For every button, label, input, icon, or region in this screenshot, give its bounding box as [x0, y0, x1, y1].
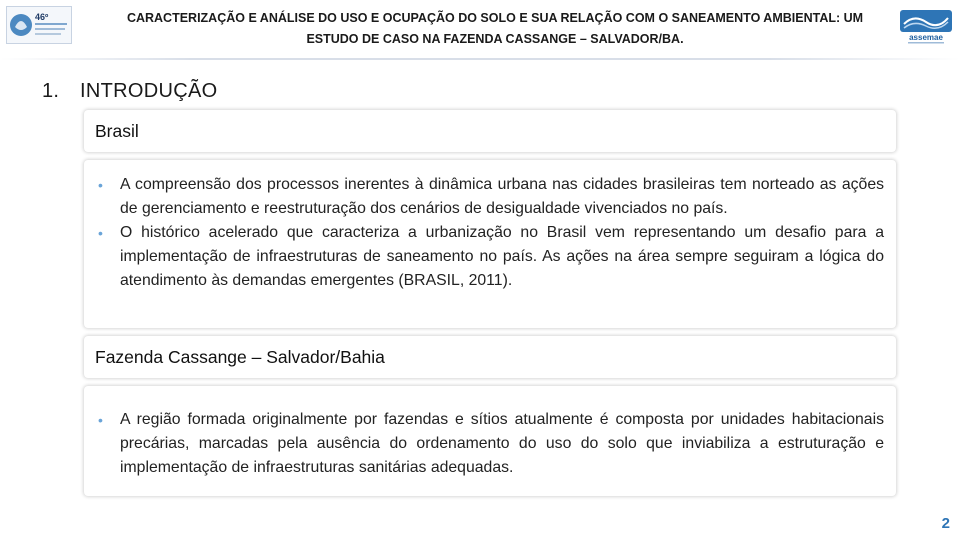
header-divider — [0, 58, 960, 60]
bullet-text: A compreensão dos processos inerentes à dinâmica urbana nas cidades brasileiras tem norteado as ações de gerenciamento e reestruturação dos cenários de desigualdade vivenciados no país. — [120, 176, 884, 217]
list-item — [98, 221, 884, 293]
list-item — [98, 173, 884, 221]
bullet-icon: • — [98, 225, 103, 241]
panel-title-text: Brasil — [95, 120, 139, 141]
panel-body-fazenda-cassange — [84, 386, 896, 496]
bullet-icon: • — [98, 412, 103, 428]
event-logo-text: 46º — [35, 12, 49, 22]
section-title: INTRODUÇÃO — [80, 80, 218, 102]
bullet-text: A região formada originalmente por fazendas e sítios atualmente é composta por unidades habitacionais precárias, marcadas pela ausência do ordenamento do uso do solo que inviabiliza a estruturação e implementação de infraestruturas sanitárias adequadas. — [120, 411, 884, 476]
panel-title-brasil — [84, 110, 896, 152]
event-logo-icon — [7, 7, 71, 43]
panel-title-text: Fazenda Cassange – Salvador/Bahia — [95, 346, 385, 367]
assemae-logo-text: assemae — [909, 33, 943, 42]
assemae-logo — [898, 8, 954, 46]
page-header-title: CARACTERIZAÇÃO E ANÁLISE DO USO E OCUPAÇÃO DO SOLO E SUA RELAÇÃO COM O SANEAMENTO AMBIENTAL: UM ESTUDO DE CASO NA FAZENDA CASSANGE – SALVADOR/BA. — [126, 11, 864, 46]
panel-title-fazenda-cassange — [84, 336, 896, 378]
bullet-icon: • — [98, 177, 103, 193]
bullet-text: O histórico acelerado que caracteriza a urbanização no Brasil vem representando um desafio para a implementação de infraestruturas de saneamento no país. As ações na área sempre seguiram a lógica do atendimento às demandas emergentes (BRASIL, 2011). — [120, 224, 884, 289]
section-heading — [42, 80, 217, 103]
panel-body-brasil — [84, 160, 896, 328]
event-logo — [6, 6, 72, 44]
list-item — [98, 408, 884, 480]
assemae-logo-icon — [898, 8, 954, 46]
page-number: 2 — [941, 515, 950, 532]
section-number: 1. — [42, 80, 60, 102]
